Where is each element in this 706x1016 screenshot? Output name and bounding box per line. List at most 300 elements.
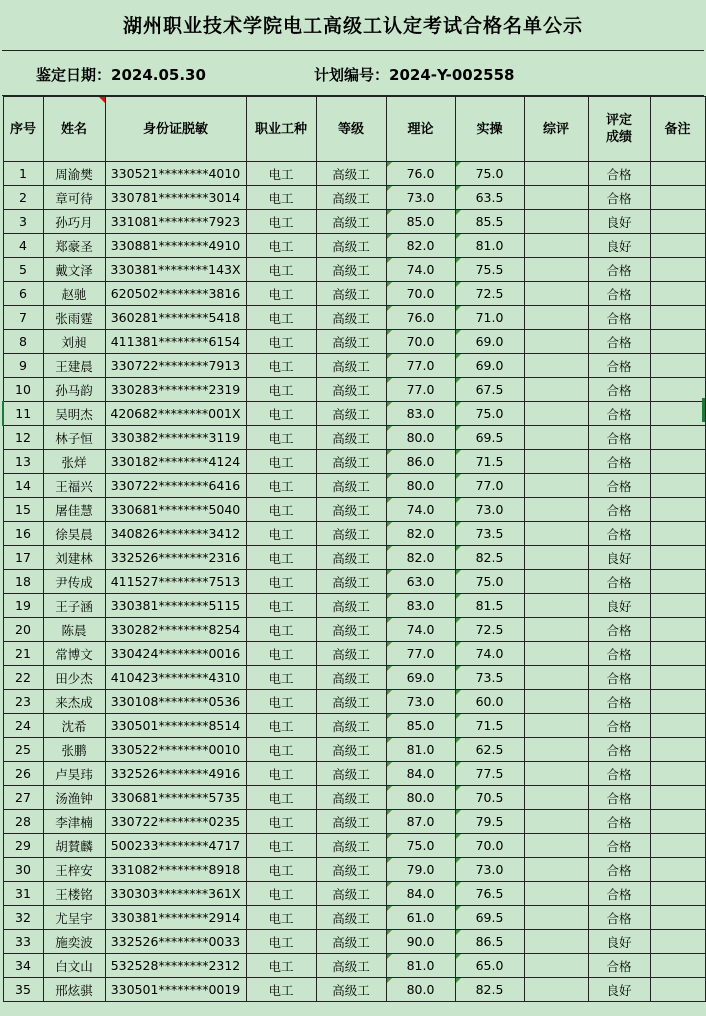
table-cell[interactable] xyxy=(650,930,705,954)
table-cell[interactable]: 330881********4910 xyxy=(105,234,246,258)
table-cell[interactable] xyxy=(524,978,588,1002)
table-cell[interactable]: 330522********0010 xyxy=(105,738,246,762)
table-cell[interactable]: 12 xyxy=(3,426,43,450)
table-cell[interactable] xyxy=(524,378,588,402)
header-cell[interactable]: 理论 xyxy=(386,97,455,162)
table-cell[interactable] xyxy=(524,618,588,642)
table-cell[interactable] xyxy=(524,258,588,282)
table-cell[interactable]: 合格 xyxy=(588,306,650,330)
table-cell[interactable]: 高级工 xyxy=(316,234,386,258)
table-cell[interactable]: 电工 xyxy=(246,762,316,786)
table-cell[interactable]: 合格 xyxy=(588,282,650,306)
table-cell[interactable]: 合格 xyxy=(588,642,650,666)
table-cell[interactable]: 87.0 xyxy=(386,810,455,834)
table-cell[interactable]: 28 xyxy=(3,810,43,834)
table-cell[interactable]: 合格 xyxy=(588,810,650,834)
table-cell[interactable]: 330182********4124 xyxy=(105,450,246,474)
table-cell[interactable]: 19 xyxy=(3,594,43,618)
table-cell[interactable]: 卢昊玮 xyxy=(43,762,105,786)
table-cell[interactable] xyxy=(524,954,588,978)
table-cell[interactable]: 82.0 xyxy=(386,234,455,258)
table-cell[interactable]: 74.0 xyxy=(386,498,455,522)
table-cell[interactable]: 高级工 xyxy=(316,762,386,786)
table-cell[interactable]: 75.0 xyxy=(455,402,524,426)
table-cell[interactable]: 电工 xyxy=(246,402,316,426)
table-cell[interactable]: 张烊 xyxy=(43,450,105,474)
table-cell[interactable] xyxy=(524,666,588,690)
table-cell[interactable]: 王梓安 xyxy=(43,858,105,882)
table-cell[interactable] xyxy=(524,714,588,738)
table-cell[interactable]: 尹传成 xyxy=(43,570,105,594)
table-cell[interactable]: 邢炫骐 xyxy=(43,978,105,1002)
table-cell[interactable]: 82.0 xyxy=(386,522,455,546)
table-cell[interactable]: 69.0 xyxy=(455,330,524,354)
table-cell[interactable]: 80.0 xyxy=(386,426,455,450)
table-cell[interactable]: 合格 xyxy=(588,762,650,786)
table-cell[interactable]: 330681********5735 xyxy=(105,786,246,810)
table-cell[interactable]: 70.0 xyxy=(386,282,455,306)
table-cell[interactable]: 330283********2319 xyxy=(105,378,246,402)
table-cell[interactable]: 24 xyxy=(3,714,43,738)
table-cell[interactable]: 3 xyxy=(3,210,43,234)
table-cell[interactable] xyxy=(524,906,588,930)
table-cell[interactable] xyxy=(650,666,705,690)
table-cell[interactable]: 张鹏 xyxy=(43,738,105,762)
table-cell[interactable]: 82.0 xyxy=(386,546,455,570)
table-cell[interactable] xyxy=(650,810,705,834)
table-cell[interactable]: 77.0 xyxy=(455,474,524,498)
table-cell[interactable]: 尤呈宇 xyxy=(43,906,105,930)
table-cell[interactable]: 330722********6416 xyxy=(105,474,246,498)
table-cell[interactable] xyxy=(524,330,588,354)
table-cell[interactable]: 高级工 xyxy=(316,858,386,882)
table-cell[interactable]: 高级工 xyxy=(316,354,386,378)
table-cell[interactable]: 75.0 xyxy=(386,834,455,858)
table-cell[interactable]: 23 xyxy=(3,690,43,714)
table-cell[interactable]: 高级工 xyxy=(316,306,386,330)
table-cell[interactable]: 76.5 xyxy=(455,882,524,906)
table-cell[interactable]: 刘建林 xyxy=(43,546,105,570)
table-cell[interactable]: 11 xyxy=(3,402,43,426)
table-cell[interactable] xyxy=(650,450,705,474)
table-cell[interactable]: 合格 xyxy=(588,498,650,522)
table-cell[interactable]: 电工 xyxy=(246,546,316,570)
table-cell[interactable]: 合格 xyxy=(588,354,650,378)
table-cell[interactable]: 高级工 xyxy=(316,282,386,306)
table-cell[interactable]: 77.0 xyxy=(386,354,455,378)
table-cell[interactable]: 33 xyxy=(3,930,43,954)
table-cell[interactable]: 高级工 xyxy=(316,594,386,618)
table-cell[interactable]: 戴文泽 xyxy=(43,258,105,282)
table-cell[interactable]: 高级工 xyxy=(316,666,386,690)
table-cell[interactable]: 刘昶 xyxy=(43,330,105,354)
table-cell[interactable]: 李津楠 xyxy=(43,810,105,834)
table-cell[interactable] xyxy=(650,330,705,354)
header-cell[interactable]: 评定成绩 xyxy=(588,97,650,162)
table-cell[interactable] xyxy=(650,474,705,498)
table-cell[interactable]: 高级工 xyxy=(316,570,386,594)
table-cell[interactable] xyxy=(650,186,705,210)
table-cell[interactable]: 电工 xyxy=(246,234,316,258)
table-cell[interactable]: 79.0 xyxy=(386,858,455,882)
table-cell[interactable]: 84.0 xyxy=(386,882,455,906)
table-cell[interactable] xyxy=(650,354,705,378)
table-cell[interactable]: 施奕波 xyxy=(43,930,105,954)
table-cell[interactable]: 83.0 xyxy=(386,402,455,426)
table-cell[interactable]: 330521********4010 xyxy=(105,162,246,186)
table-cell[interactable]: 电工 xyxy=(246,498,316,522)
table-cell[interactable] xyxy=(524,498,588,522)
table-cell[interactable]: 电工 xyxy=(246,690,316,714)
table-cell[interactable]: 8 xyxy=(3,330,43,354)
table-cell[interactable]: 71.5 xyxy=(455,450,524,474)
table-cell[interactable]: 良好 xyxy=(588,978,650,1002)
table-cell[interactable] xyxy=(524,786,588,810)
table-cell[interactable]: 332526********4916 xyxy=(105,762,246,786)
table-cell[interactable]: 王福兴 xyxy=(43,474,105,498)
table-cell[interactable]: 34 xyxy=(3,954,43,978)
table-cell[interactable]: 25 xyxy=(3,738,43,762)
table-cell[interactable] xyxy=(524,690,588,714)
table-cell[interactable]: 电工 xyxy=(246,522,316,546)
table-cell[interactable]: 合格 xyxy=(588,714,650,738)
table-cell[interactable]: 330424********0016 xyxy=(105,642,246,666)
table-cell[interactable]: 良好 xyxy=(588,210,650,234)
table-cell[interactable]: 电工 xyxy=(246,306,316,330)
table-cell[interactable]: 330681********5040 xyxy=(105,498,246,522)
table-cell[interactable]: 合格 xyxy=(588,834,650,858)
table-cell[interactable] xyxy=(650,378,705,402)
table-cell[interactable] xyxy=(650,738,705,762)
table-cell[interactable] xyxy=(650,258,705,282)
table-cell[interactable]: 胡賛麟 xyxy=(43,834,105,858)
table-cell[interactable] xyxy=(524,162,588,186)
table-cell[interactable]: 电工 xyxy=(246,738,316,762)
table-cell[interactable] xyxy=(650,522,705,546)
table-cell[interactable]: 10 xyxy=(3,378,43,402)
table-cell[interactable]: 80.0 xyxy=(386,474,455,498)
table-cell[interactable]: 75.0 xyxy=(455,162,524,186)
table-cell[interactable] xyxy=(650,762,705,786)
header-cell[interactable]: 职业工种 xyxy=(246,97,316,162)
table-cell[interactable]: 高级工 xyxy=(316,402,386,426)
table-cell[interactable] xyxy=(650,546,705,570)
table-cell[interactable]: 合格 xyxy=(588,378,650,402)
table-cell[interactable] xyxy=(524,762,588,786)
table-cell[interactable]: 73.0 xyxy=(455,498,524,522)
table-cell[interactable]: 72.5 xyxy=(455,618,524,642)
table-cell[interactable]: 郑豪圣 xyxy=(43,234,105,258)
table-cell[interactable]: 电工 xyxy=(246,666,316,690)
table-cell[interactable]: 31 xyxy=(3,882,43,906)
table-cell[interactable]: 电工 xyxy=(246,882,316,906)
table-cell[interactable]: 16 xyxy=(3,522,43,546)
table-cell[interactable]: 70.0 xyxy=(455,834,524,858)
table-cell[interactable]: 83.0 xyxy=(386,594,455,618)
table-cell[interactable]: 电工 xyxy=(246,426,316,450)
table-cell[interactable]: 良好 xyxy=(588,234,650,258)
table-cell[interactable]: 74.0 xyxy=(386,618,455,642)
table-cell[interactable]: 77.5 xyxy=(455,762,524,786)
table-cell[interactable]: 411381********6154 xyxy=(105,330,246,354)
table-cell[interactable]: 合格 xyxy=(588,258,650,282)
table-cell[interactable]: 71.5 xyxy=(455,714,524,738)
header-cell[interactable]: 身份证脱敏 xyxy=(105,97,246,162)
table-cell[interactable]: 330282********8254 xyxy=(105,618,246,642)
table-cell[interactable] xyxy=(524,210,588,234)
table-cell[interactable]: 高级工 xyxy=(316,882,386,906)
table-cell[interactable]: 79.5 xyxy=(455,810,524,834)
table-cell[interactable]: 26 xyxy=(3,762,43,786)
table-cell[interactable]: 32 xyxy=(3,906,43,930)
table-cell[interactable]: 张雨霆 xyxy=(43,306,105,330)
table-cell[interactable]: 330108********0536 xyxy=(105,690,246,714)
table-cell[interactable]: 410423********4310 xyxy=(105,666,246,690)
table-cell[interactable]: 84.0 xyxy=(386,762,455,786)
table-cell[interactable]: 9 xyxy=(3,354,43,378)
table-cell[interactable]: 80.0 xyxy=(386,786,455,810)
table-cell[interactable]: 合格 xyxy=(588,426,650,450)
table-cell[interactable]: 70.5 xyxy=(455,786,524,810)
table-cell[interactable]: 73.0 xyxy=(386,690,455,714)
table-cell[interactable]: 7 xyxy=(3,306,43,330)
table-cell[interactable]: 电工 xyxy=(246,810,316,834)
table-cell[interactable]: 章可待 xyxy=(43,186,105,210)
table-cell[interactable]: 81.0 xyxy=(455,234,524,258)
table-cell[interactable]: 90.0 xyxy=(386,930,455,954)
table-cell[interactable]: 74.0 xyxy=(386,258,455,282)
table-cell[interactable] xyxy=(524,642,588,666)
table-cell[interactable]: 5 xyxy=(3,258,43,282)
table-cell[interactable]: 81.0 xyxy=(386,954,455,978)
table-cell[interactable]: 合格 xyxy=(588,186,650,210)
table-cell[interactable]: 合格 xyxy=(588,882,650,906)
table-cell[interactable]: 电工 xyxy=(246,834,316,858)
table-cell[interactable]: 高级工 xyxy=(316,186,386,210)
table-cell[interactable]: 高级工 xyxy=(316,834,386,858)
table-cell[interactable]: 高级工 xyxy=(316,786,386,810)
table-cell[interactable]: 高级工 xyxy=(316,522,386,546)
table-cell[interactable]: 81.0 xyxy=(386,738,455,762)
table-cell[interactable]: 72.5 xyxy=(455,282,524,306)
table-cell[interactable] xyxy=(650,210,705,234)
table-cell[interactable] xyxy=(524,738,588,762)
table-cell[interactable] xyxy=(524,426,588,450)
header-cell[interactable]: 序号 xyxy=(3,97,43,162)
table-cell[interactable]: 74.0 xyxy=(455,642,524,666)
table-cell[interactable]: 王楼铭 xyxy=(43,882,105,906)
table-cell[interactable] xyxy=(524,570,588,594)
table-cell[interactable] xyxy=(650,714,705,738)
table-cell[interactable]: 电工 xyxy=(246,450,316,474)
table-cell[interactable]: 合格 xyxy=(588,738,650,762)
table-cell[interactable]: 81.5 xyxy=(455,594,524,618)
table-cell[interactable]: 330381********143X xyxy=(105,258,246,282)
table-cell[interactable]: 75.5 xyxy=(455,258,524,282)
table-cell[interactable]: 60.0 xyxy=(455,690,524,714)
table-cell[interactable] xyxy=(524,306,588,330)
table-cell[interactable]: 高级工 xyxy=(316,474,386,498)
table-cell[interactable]: 高级工 xyxy=(316,906,386,930)
table-cell[interactable] xyxy=(524,282,588,306)
table-cell[interactable]: 69.5 xyxy=(455,906,524,930)
table-cell[interactable] xyxy=(524,594,588,618)
table-cell[interactable]: 合格 xyxy=(588,162,650,186)
table-cell[interactable]: 沈希 xyxy=(43,714,105,738)
table-cell[interactable]: 331081********7923 xyxy=(105,210,246,234)
table-cell[interactable]: 17 xyxy=(3,546,43,570)
table-cell[interactable]: 330501********0019 xyxy=(105,978,246,1002)
table-cell[interactable]: 332526********2316 xyxy=(105,546,246,570)
table-cell[interactable]: 75.0 xyxy=(455,570,524,594)
table-cell[interactable]: 27 xyxy=(3,786,43,810)
table-cell[interactable]: 陈晨 xyxy=(43,618,105,642)
table-cell[interactable] xyxy=(650,306,705,330)
table-cell[interactable]: 1 xyxy=(3,162,43,186)
table-cell[interactable]: 高级工 xyxy=(316,978,386,1002)
table-cell[interactable]: 15 xyxy=(3,498,43,522)
table-cell[interactable]: 高级工 xyxy=(316,498,386,522)
table-cell[interactable]: 白文山 xyxy=(43,954,105,978)
table-cell[interactable]: 合格 xyxy=(588,786,650,810)
table-cell[interactable]: 电工 xyxy=(246,186,316,210)
table-cell[interactable]: 电工 xyxy=(246,210,316,234)
table-cell[interactable]: 21 xyxy=(3,642,43,666)
table-cell[interactable]: 合格 xyxy=(588,690,650,714)
table-cell[interactable]: 高级工 xyxy=(316,714,386,738)
table-cell[interactable]: 69.5 xyxy=(455,426,524,450)
table-cell[interactable]: 电工 xyxy=(246,162,316,186)
table-cell[interactable]: 65.0 xyxy=(455,954,524,978)
table-cell[interactable]: 电工 xyxy=(246,354,316,378)
table-cell[interactable] xyxy=(650,642,705,666)
table-cell[interactable]: 13 xyxy=(3,450,43,474)
table-cell[interactable]: 高级工 xyxy=(316,642,386,666)
table-cell[interactable]: 王建晨 xyxy=(43,354,105,378)
header-cell[interactable]: 备注 xyxy=(650,97,705,162)
table-cell[interactable]: 73.0 xyxy=(455,858,524,882)
table-cell[interactable]: 合格 xyxy=(588,402,650,426)
table-cell[interactable] xyxy=(524,810,588,834)
table-cell[interactable]: 500233********4717 xyxy=(105,834,246,858)
table-cell[interactable]: 徐昊晨 xyxy=(43,522,105,546)
table-cell[interactable]: 76.0 xyxy=(386,162,455,186)
table-cell[interactable]: 85.0 xyxy=(386,714,455,738)
header-cell[interactable]: 等级 xyxy=(316,97,386,162)
table-cell[interactable] xyxy=(650,402,705,426)
table-cell[interactable] xyxy=(650,426,705,450)
table-cell[interactable]: 532528********2312 xyxy=(105,954,246,978)
table-cell[interactable]: 电工 xyxy=(246,618,316,642)
table-cell[interactable]: 85.0 xyxy=(386,210,455,234)
table-cell[interactable]: 71.0 xyxy=(455,306,524,330)
table-cell[interactable]: 电工 xyxy=(246,714,316,738)
table-cell[interactable]: 14 xyxy=(3,474,43,498)
table-cell[interactable]: 331082********8918 xyxy=(105,858,246,882)
table-cell[interactable]: 高级工 xyxy=(316,426,386,450)
table-cell[interactable]: 330722********0235 xyxy=(105,810,246,834)
table-cell[interactable] xyxy=(524,474,588,498)
table-cell[interactable]: 63.0 xyxy=(386,570,455,594)
table-cell[interactable]: 周渝樊 xyxy=(43,162,105,186)
table-cell[interactable]: 林子恒 xyxy=(43,426,105,450)
table-cell[interactable]: 高级工 xyxy=(316,690,386,714)
table-cell[interactable] xyxy=(650,882,705,906)
header-cell[interactable]: 姓名 xyxy=(43,97,105,162)
table-cell[interactable]: 86.5 xyxy=(455,930,524,954)
table-cell[interactable] xyxy=(650,618,705,642)
table-cell[interactable]: 80.0 xyxy=(386,978,455,1002)
table-cell[interactable]: 77.0 xyxy=(386,642,455,666)
table-cell[interactable]: 电工 xyxy=(246,786,316,810)
table-cell[interactable]: 4 xyxy=(3,234,43,258)
table-cell[interactable] xyxy=(650,786,705,810)
header-cell[interactable]: 综评 xyxy=(524,97,588,162)
table-cell[interactable]: 高级工 xyxy=(316,330,386,354)
table-cell[interactable]: 合格 xyxy=(588,474,650,498)
table-cell[interactable] xyxy=(650,282,705,306)
table-cell[interactable] xyxy=(524,402,588,426)
table-cell[interactable]: 86.0 xyxy=(386,450,455,474)
table-cell[interactable]: 332526********0033 xyxy=(105,930,246,954)
table-cell[interactable] xyxy=(524,858,588,882)
table-cell[interactable]: 330501********8514 xyxy=(105,714,246,738)
table-cell[interactable] xyxy=(524,930,588,954)
table-cell[interactable]: 360281********5418 xyxy=(105,306,246,330)
table-cell[interactable]: 高级工 xyxy=(316,810,386,834)
table-cell[interactable]: 电工 xyxy=(246,930,316,954)
table-cell[interactable] xyxy=(650,978,705,1002)
table-cell[interactable]: 合格 xyxy=(588,954,650,978)
table-cell[interactable]: 电工 xyxy=(246,474,316,498)
table-cell[interactable]: 330381********2914 xyxy=(105,906,246,930)
table-cell[interactable]: 35 xyxy=(3,978,43,1002)
table-cell[interactable]: 高级工 xyxy=(316,618,386,642)
table-cell[interactable]: 29 xyxy=(3,834,43,858)
table-cell[interactable]: 330722********7913 xyxy=(105,354,246,378)
header-cell[interactable]: 实操 xyxy=(455,97,524,162)
table-cell[interactable] xyxy=(524,354,588,378)
table-cell[interactable]: 6 xyxy=(3,282,43,306)
table-cell[interactable]: 合格 xyxy=(588,666,650,690)
table-cell[interactable]: 330303********361X xyxy=(105,882,246,906)
table-cell[interactable] xyxy=(650,954,705,978)
table-cell[interactable]: 77.0 xyxy=(386,378,455,402)
table-cell[interactable]: 良好 xyxy=(588,594,650,618)
table-cell[interactable]: 高级工 xyxy=(316,930,386,954)
table-cell[interactable]: 来杰成 xyxy=(43,690,105,714)
table-cell[interactable]: 76.0 xyxy=(386,306,455,330)
table-cell[interactable]: 高级工 xyxy=(316,546,386,570)
table-cell[interactable] xyxy=(524,546,588,570)
table-cell[interactable]: 电工 xyxy=(246,642,316,666)
table-cell[interactable]: 电工 xyxy=(246,570,316,594)
table-cell[interactable]: 常博文 xyxy=(43,642,105,666)
table-cell[interactable]: 屠佳慧 xyxy=(43,498,105,522)
table-cell[interactable] xyxy=(650,162,705,186)
table-cell[interactable]: 高级工 xyxy=(316,378,386,402)
table-cell[interactable]: 82.5 xyxy=(455,546,524,570)
table-cell[interactable] xyxy=(650,858,705,882)
table-cell[interactable]: 合格 xyxy=(588,522,650,546)
table-cell[interactable]: 62.5 xyxy=(455,738,524,762)
table-cell[interactable]: 73.5 xyxy=(455,666,524,690)
table-cell[interactable] xyxy=(650,594,705,618)
table-cell[interactable]: 电工 xyxy=(246,282,316,306)
table-cell[interactable]: 田少杰 xyxy=(43,666,105,690)
table-cell[interactable]: 330781********3014 xyxy=(105,186,246,210)
table-cell[interactable] xyxy=(650,498,705,522)
